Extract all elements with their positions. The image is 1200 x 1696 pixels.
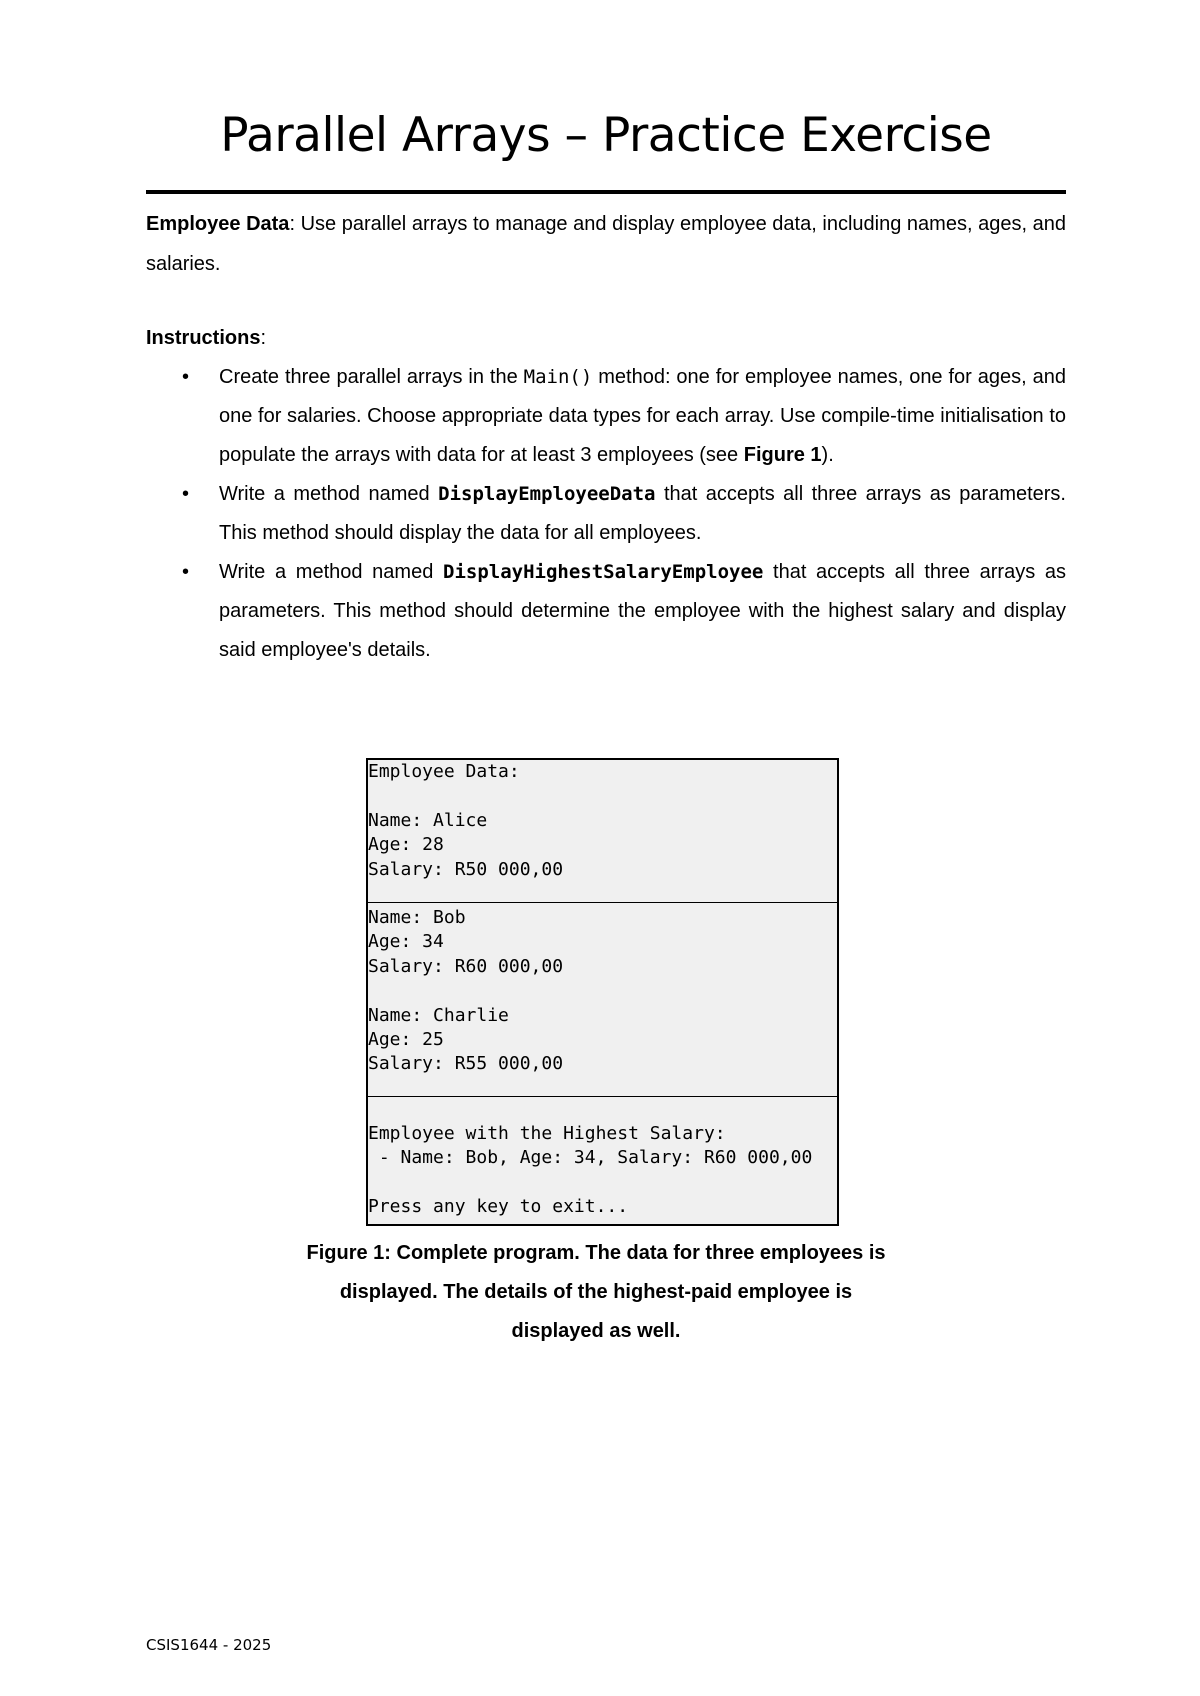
- inline-code: DisplayEmployeeData: [438, 483, 656, 505]
- page-footer: CSIS1644 - 2025: [146, 1636, 272, 1654]
- inline-code: DisplayHighestSalaryEmployee: [443, 561, 764, 583]
- instruction-item: [146, 358, 1066, 475]
- instruction-item: [146, 553, 1066, 670]
- instruction-text: Write a method named: [219, 561, 444, 583]
- instructions-heading-label: Instructions: [146, 327, 261, 349]
- instruction-text: Write a method named: [219, 483, 439, 505]
- instructions-list: [146, 358, 1066, 670]
- page-title: Parallel Arrays – Practice Exercise: [220, 108, 992, 163]
- instruction-item: [146, 475, 1066, 553]
- title-rule: [146, 190, 1066, 194]
- instructions-heading: [146, 318, 266, 358]
- console-divider: [368, 902, 837, 903]
- instruction-text: that accepts all three arrays as parameters. This method should determine the employee with the highest salary and display said employee's details.: [219, 561, 1066, 661]
- intro-label: Employee Data: [146, 213, 290, 235]
- console-block-highest-salary: Employee with the Highest Salary: - Name: Bob, Age: 34, Salary: R60 000,00 Press any key to exit...: [368, 1123, 813, 1218]
- intro-text: : Use parallel arrays to manage and display employee data, including names, ages, and salaries.: [146, 213, 1067, 275]
- instruction-text: method: one for employee names, one for ages, and one for salaries. Choose appropriate data types for each array. Use compile-time initialisation to populate the arrays with data for at least 3 employees (see: [219, 366, 1067, 466]
- instruction-text: ).: [821, 444, 834, 466]
- instruction-text: that accepts all three arrays as parameters. This method should display the data for all employees.: [219, 483, 1066, 544]
- intro-paragraph: [146, 204, 1066, 284]
- instructions-heading-suffix: :: [260, 327, 267, 349]
- console-block-employees: Name: Bob Age: 34 Salary: R60 000,00 Name: Charlie Age: 25 Salary: R55 000,00: [368, 907, 564, 1075]
- inline-code: Main(): [523, 366, 593, 388]
- console-block-employee-header: Employee Data: Name: Alice Age: 28 Salary: R50 000,00: [368, 761, 564, 880]
- console-output-figure: [366, 758, 839, 1226]
- figure-caption: Figure 1: Complete program. The data for three employees is displayed. The details of the highest-paid employee is displayed as well.: [306, 1242, 886, 1342]
- bullet-icon: •: [182, 483, 190, 505]
- figure-reference: Figure 1: [743, 444, 822, 466]
- bullet-icon: •: [182, 366, 190, 388]
- console-divider: [368, 1096, 837, 1097]
- bullet-icon: •: [182, 561, 190, 583]
- instruction-text: Create three parallel arrays in the: [219, 366, 524, 388]
